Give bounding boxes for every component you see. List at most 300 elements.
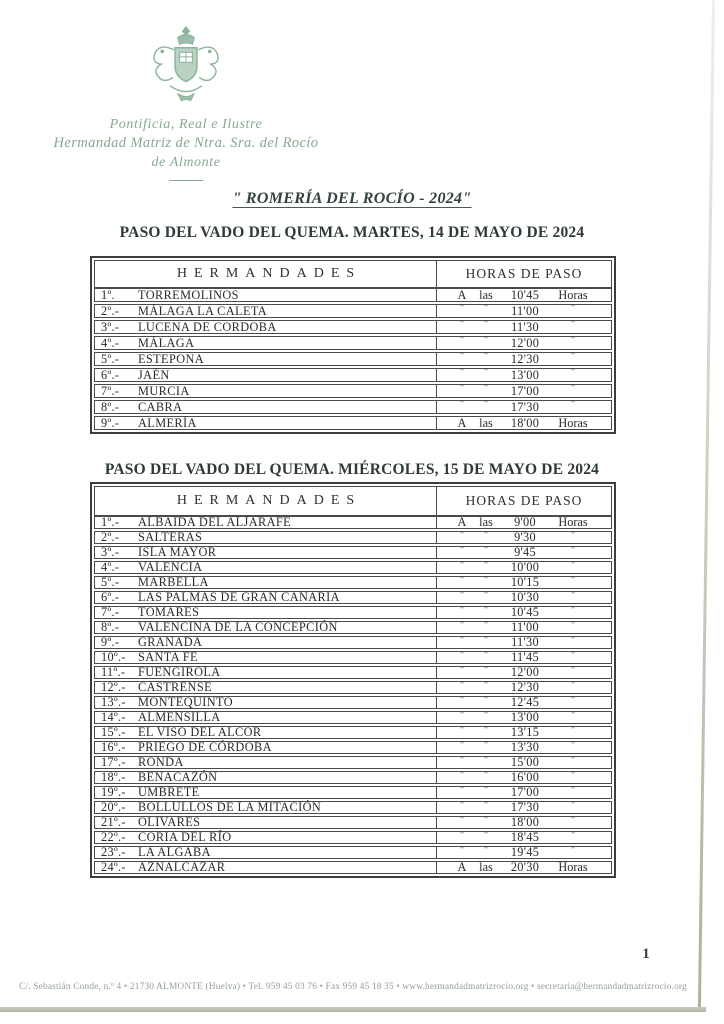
row-ordinal: 7º.- [101,605,120,619]
hora-de-paso-cell [437,665,611,680]
ditto-mark: " [570,529,576,541]
row-ordinal: 1º.- [101,515,120,529]
ditto-mark: " [483,303,489,314]
time-value: 12'00 [510,335,540,350]
hermandad-cell [95,607,437,618]
table-row [94,786,612,799]
hora-de-paso-cell [437,416,611,431]
hora-de-paso-cell [437,320,611,335]
hermandad-name: ALMENSILLA [138,710,221,724]
table-row [94,861,612,874]
hermandad-name: MONTEQUINTO [138,695,234,709]
hermandad-name: OLIVARES [138,815,201,829]
row-ordinal: 8º.- [101,399,120,414]
table-row [94,531,612,544]
table-row [94,846,612,859]
table-row [94,606,612,619]
time-value: 13'00 [510,710,540,724]
hermandad-cell [95,369,437,381]
ditto-mark: " [570,739,576,751]
hermandad-name: TORREMOLINOS [138,287,239,302]
row-ordinal: 19º.- [101,785,126,799]
crest-icon [138,24,234,108]
ditto-mark: " [459,769,465,781]
letterhead [0,24,372,181]
hermandad-name: MARBELLA [138,575,209,589]
table-row [94,741,612,754]
time-value: 17'30 [510,800,540,814]
ditto-mark: " [459,664,465,676]
ditto-mark: " [570,619,576,631]
hermandad-name: CASTRENSE [138,680,212,694]
time-value: 17'30 [510,399,540,414]
ditto-mark: " [570,335,576,346]
time-word: las [479,415,493,430]
ditto-mark: " [483,335,489,346]
hermandad-name: LAS PALMAS DE GRAN CANARIA [138,590,340,604]
time-word: A [457,860,467,874]
time-value: 15'00 [510,755,540,769]
hermandad-name: ESTEPONA [138,351,205,366]
ditto-mark: " [570,814,576,826]
ditto-mark: " [570,574,576,586]
ditto-mark: " [459,529,465,541]
time-word: las [479,860,493,874]
organization-name [0,115,372,172]
hermandad-cell [95,862,437,873]
hermandad-cell [95,787,437,798]
time-value: 20'30 [510,860,540,874]
hermandad-cell [95,353,437,365]
table-row [94,621,612,634]
ditto-mark: " [570,724,576,736]
ditto-mark: " [483,709,489,721]
ditto-mark: " [570,829,576,841]
hermandad-cell [95,772,437,783]
ditto-mark: " [570,694,576,706]
hermandad-cell [95,417,437,429]
ditto-mark: " [570,383,576,394]
table-row [94,711,612,724]
ditto-mark: " [459,814,465,826]
time-value: 10'30 [510,590,540,604]
hermandad-name: ALBAIDA DEL ALJARAFE [138,515,292,529]
table-row [94,576,612,589]
row-ordinal: 24º.- [101,860,126,874]
time-value: 13'30 [510,740,540,754]
hermandad-cell [95,562,437,573]
hora-de-paso-cell [437,384,611,399]
hermandad-name: FUENGIROLA [138,665,221,679]
hermandad-name: BOLLULLOS DE LA MITACIÓN [138,800,322,814]
hora-de-paso-cell [437,605,611,620]
hermandad-cell [95,385,437,397]
table-row [94,666,612,679]
hermandad-name: TOMARES [138,605,200,619]
hermandad-cell [95,742,437,753]
time-word: Horas [558,287,588,302]
ditto-mark: " [570,769,576,781]
time-word: las [479,287,493,302]
ditto-mark: " [483,619,489,631]
hermandad-cell [95,802,437,813]
hermandad-name: AZNALCAZAR [138,860,226,874]
row-ordinal: 15º.- [101,725,126,739]
ditto-mark: " [459,604,465,616]
time-word: Horas [558,415,588,430]
time-value: 10'15 [510,575,540,589]
ditto-mark: " [570,679,576,691]
ditto-mark: " [570,754,576,766]
ditto-mark: " [459,589,465,601]
row-ordinal: 22º.- [101,830,126,844]
row-ordinal: 12º.- [101,680,126,694]
time-value: 12'45 [510,695,540,709]
page-edge-right [698,0,715,1010]
time-value: 17'00 [510,785,540,799]
hora-de-paso-cell [437,368,611,383]
ditto-mark: " [459,709,465,721]
schedule-table-martes [90,256,616,434]
time-value: 13'00 [510,367,540,382]
hermandad-name: CORIA DEL RÍO [138,830,232,844]
ditto-mark: " [459,754,465,766]
ditto-mark: " [483,739,489,751]
ditto-mark: " [570,544,576,556]
hora-de-paso-cell [437,635,611,650]
hora-de-paso-cell [437,680,611,695]
hermandad-cell [95,305,437,317]
row-ordinal: 17º.- [101,755,126,769]
hermandad-cell [95,712,437,723]
hermandad-cell [95,289,437,301]
ditto-mark: " [483,529,489,541]
row-ordinal: 2º.- [101,303,120,318]
table-row [94,636,612,649]
hermandad-cell [95,682,437,693]
hermandad-cell [95,592,437,603]
hermandad-cell [95,832,437,843]
time-value: 11'00 [511,620,539,634]
ditto-mark: " [570,664,576,676]
time-value: 10'00 [510,560,540,574]
row-ordinal: 9º.- [101,415,120,430]
schedule-table-miercoles [90,482,616,878]
time-value: 18'45 [510,830,540,844]
ditto-mark: " [459,724,465,736]
row-ordinal: 9º.- [101,635,120,649]
table-row [94,288,612,302]
table-row [94,561,612,574]
time-word: Horas [558,860,588,874]
ditto-mark: " [459,303,465,314]
row-ordinal: 6º.- [101,367,120,382]
table-row [94,816,612,829]
table-row [94,756,612,769]
ditto-mark: " [483,844,489,856]
ditto-mark: " [570,649,576,661]
row-ordinal: 10º.- [101,650,126,664]
hermandad-cell [95,401,437,413]
ditto-mark: " [459,799,465,811]
hora-de-paso-cell [437,785,611,800]
hora-de-paso-cell [437,860,611,875]
ditto-mark: " [459,383,465,394]
ditto-mark: " [483,634,489,646]
column-header-horas-de-paso: HORAS DE PASO [465,266,583,281]
row-ordinal: 13º.- [101,695,126,709]
hora-de-paso-cell [437,400,611,415]
ditto-mark: " [570,351,576,362]
ditto-mark: " [483,769,489,781]
hora-de-paso-cell [437,590,611,605]
hora-de-paso-cell [437,845,611,860]
hermandad-cell [95,727,437,738]
ditto-mark: " [570,589,576,601]
hermandad-name: JAÉN [138,367,170,382]
hora-de-paso-cell [437,575,611,590]
ditto-mark: " [483,544,489,556]
time-word: las [479,515,493,529]
section-heading-martes: PASO DEL VADO DEL QUEMA. MARTES, 14 DE MAYO DE 2024 [119,224,585,241]
table-row [94,546,612,559]
table-row [94,352,612,366]
hermandad-cell [95,321,437,333]
hermandad-name: LUCENA DE CORDOBA [138,319,277,334]
ditto-mark: " [483,649,489,661]
table-row [94,681,612,694]
time-value: 13'15 [510,725,540,739]
ditto-mark: " [459,619,465,631]
org-line-1: Pontificia, Real e Ilustre [109,117,263,132]
hermandad-name: ALMERÍA [138,415,197,430]
ditto-mark: " [459,335,465,346]
ditto-mark: " [483,664,489,676]
hermandad-name: BENACAZÓN [138,770,218,784]
row-ordinal: 18º.- [101,770,126,784]
table-header-row [94,486,612,516]
ditto-mark: " [483,383,489,394]
table-row [94,831,612,844]
ditto-mark: " [459,679,465,691]
org-line-2: Hermandad Matriz de Ntra. Sra. del Rocío [53,135,319,151]
document-title: " ROMERÍA DEL ROCÍO - 2024" [232,190,472,207]
ditto-mark: " [570,399,576,410]
hermandad-name: MURCIA [138,383,190,398]
hermandad-name: PRIEGO DE CÓRDOBA [138,740,272,754]
hermandad-cell [95,517,437,528]
hora-de-paso-cell [437,650,611,665]
ditto-mark: " [459,544,465,556]
time-value: 12'00 [510,665,540,679]
time-value: 18'00 [510,415,540,430]
footer-contact-line: C/. Sebastián Conde, n.º 4 • 21730 ALMONTE (Huelva) • Tel. 959 45 03 76 • Fax 959 45 18 35 • www.hermandadmatrizrocio.org • secretaria@hermandadmatrizrocio.org [19,982,687,992]
hora-de-paso-cell [437,352,611,367]
ditto-mark: " [459,319,465,330]
time-word: A [457,287,467,302]
hora-de-paso-cell [437,336,611,351]
hermandad-cell [95,667,437,678]
ditto-mark: " [483,367,489,378]
time-value: 9'00 [514,515,536,529]
hermandad-cell [95,697,437,708]
row-ordinal: 11º.- [101,665,126,679]
ditto-mark: " [483,814,489,826]
hora-de-paso-cell [437,695,611,710]
hermandad-cell [95,817,437,828]
row-ordinal: 20º.- [101,800,126,814]
hora-de-paso-cell [437,515,611,530]
time-value: 11'00 [511,303,539,318]
ditto-mark: " [459,739,465,751]
ditto-mark: " [483,399,489,410]
time-value: 9'30 [514,530,536,544]
hermandad-name: RONDA [138,755,184,769]
ditto-mark: " [483,829,489,841]
ditto-mark: " [570,367,576,378]
column-header-hermandades: HERMANDADES [95,261,437,287]
ditto-mark: " [483,559,489,571]
ditto-mark: " [483,679,489,691]
table-row [94,591,612,604]
section-heading-miercoles: PASO DEL VADO DEL QUEMA. MIÉRCOLES, 15 DE MAYO DE 2024 [104,461,600,478]
hora-de-paso-cell [437,288,611,303]
row-ordinal: 1º. [101,287,115,302]
ditto-mark: " [570,634,576,646]
hora-de-paso-cell [437,770,611,785]
hermandad-name: MÁLAGA LA CALETA [138,303,268,318]
table-row [94,384,612,398]
hermandad-cell [95,652,437,663]
time-value: 17'00 [510,383,540,398]
column-header-hermandades: HERMANDADES [95,487,437,515]
hermandad-name: ISLA MAYOR [138,545,217,559]
hermandad-cell [95,847,437,858]
row-ordinal: 7º.- [101,383,120,398]
row-ordinal: 2º.- [101,530,120,544]
ditto-mark: " [483,604,489,616]
hora-de-paso-cell [437,530,611,545]
ditto-mark: " [459,351,465,362]
ditto-mark: " [483,574,489,586]
ditto-mark: " [483,589,489,601]
hora-de-paso-cell [437,800,611,815]
row-ordinal: 4º.- [101,560,120,574]
table-row [94,304,612,318]
ditto-mark: " [570,604,576,616]
hora-de-paso-cell [437,830,611,845]
time-value: 18'00 [510,815,540,829]
hermandad-name: CABRA [138,399,183,414]
hora-de-paso-cell [437,815,611,830]
ditto-mark: " [483,799,489,811]
time-word: A [457,515,467,529]
hora-de-paso-cell [437,560,611,575]
time-value: 12'30 [510,351,540,366]
ditto-mark: " [570,303,576,314]
row-ordinal: 8º.- [101,620,120,634]
table-row [94,320,612,334]
ditto-mark: " [459,829,465,841]
table-header-row [94,260,612,288]
row-ordinal: 3º.- [101,545,120,559]
table-row [94,801,612,814]
ditto-mark: " [483,784,489,796]
hora-de-paso-cell [437,304,611,319]
hermandad-name: SANTA FE [138,650,198,664]
ditto-mark: " [459,634,465,646]
table-row [94,336,612,350]
row-ordinal: 5º.- [101,351,120,366]
ditto-mark: " [459,559,465,571]
table-row [94,651,612,664]
hora-de-paso-cell [437,725,611,740]
row-ordinal: 16º.- [101,740,126,754]
time-value: 11'30 [511,319,539,334]
hermandad-cell [95,577,437,588]
row-ordinal: 6º.- [101,590,120,604]
hora-de-paso-cell [437,710,611,725]
table-row [94,726,612,739]
row-ordinal: 4º.- [101,335,120,350]
hermandad-name: EL VISO DEL ALCOR [138,725,262,739]
ditto-mark: " [483,351,489,362]
ditto-mark: " [459,649,465,661]
time-value: 11'45 [511,650,539,664]
hermandad-name: MÁLAGA [138,335,195,350]
ditto-mark: " [459,399,465,410]
ditto-mark: " [459,574,465,586]
time-word: A [457,415,467,430]
ditto-mark: " [459,784,465,796]
table-row [94,368,612,382]
hora-de-paso-cell [437,740,611,755]
ditto-mark: " [570,799,576,811]
time-value: 12'30 [510,680,540,694]
page-number: 1 [642,946,650,962]
ditto-mark: " [570,844,576,856]
ditto-mark: " [570,784,576,796]
time-value: 11'30 [511,635,539,649]
row-ordinal: 5º.- [101,575,120,589]
time-value: 10'45 [510,605,540,619]
hermandad-cell [95,337,437,349]
ditto-mark: " [570,559,576,571]
column-header-horas-de-paso: HORAS DE PASO [465,493,583,508]
row-ordinal: 14º.- [101,710,126,724]
time-value: 10'45 [510,287,540,302]
time-value: 9'45 [514,545,536,559]
hermandad-name: VALENCINA DE LA CONCEPCIÓN [138,620,338,634]
time-word: Horas [558,515,588,529]
letterhead-divider [169,180,203,181]
ditto-mark: " [483,694,489,706]
time-value: 19'45 [510,845,540,859]
table-row [94,416,612,430]
ditto-mark: " [570,319,576,330]
hora-de-paso-cell [437,620,611,635]
row-ordinal: 21º.- [101,815,126,829]
table-row [94,400,612,414]
ditto-mark: " [570,709,576,721]
time-value: 16'00 [510,770,540,784]
hora-de-paso-cell [437,755,611,770]
hermandad-cell [95,622,437,633]
ditto-mark: " [459,367,465,378]
page-edge-bottom [0,1007,706,1012]
hermandad-cell [95,532,437,543]
hermandad-name: SALTERAS [138,530,203,544]
